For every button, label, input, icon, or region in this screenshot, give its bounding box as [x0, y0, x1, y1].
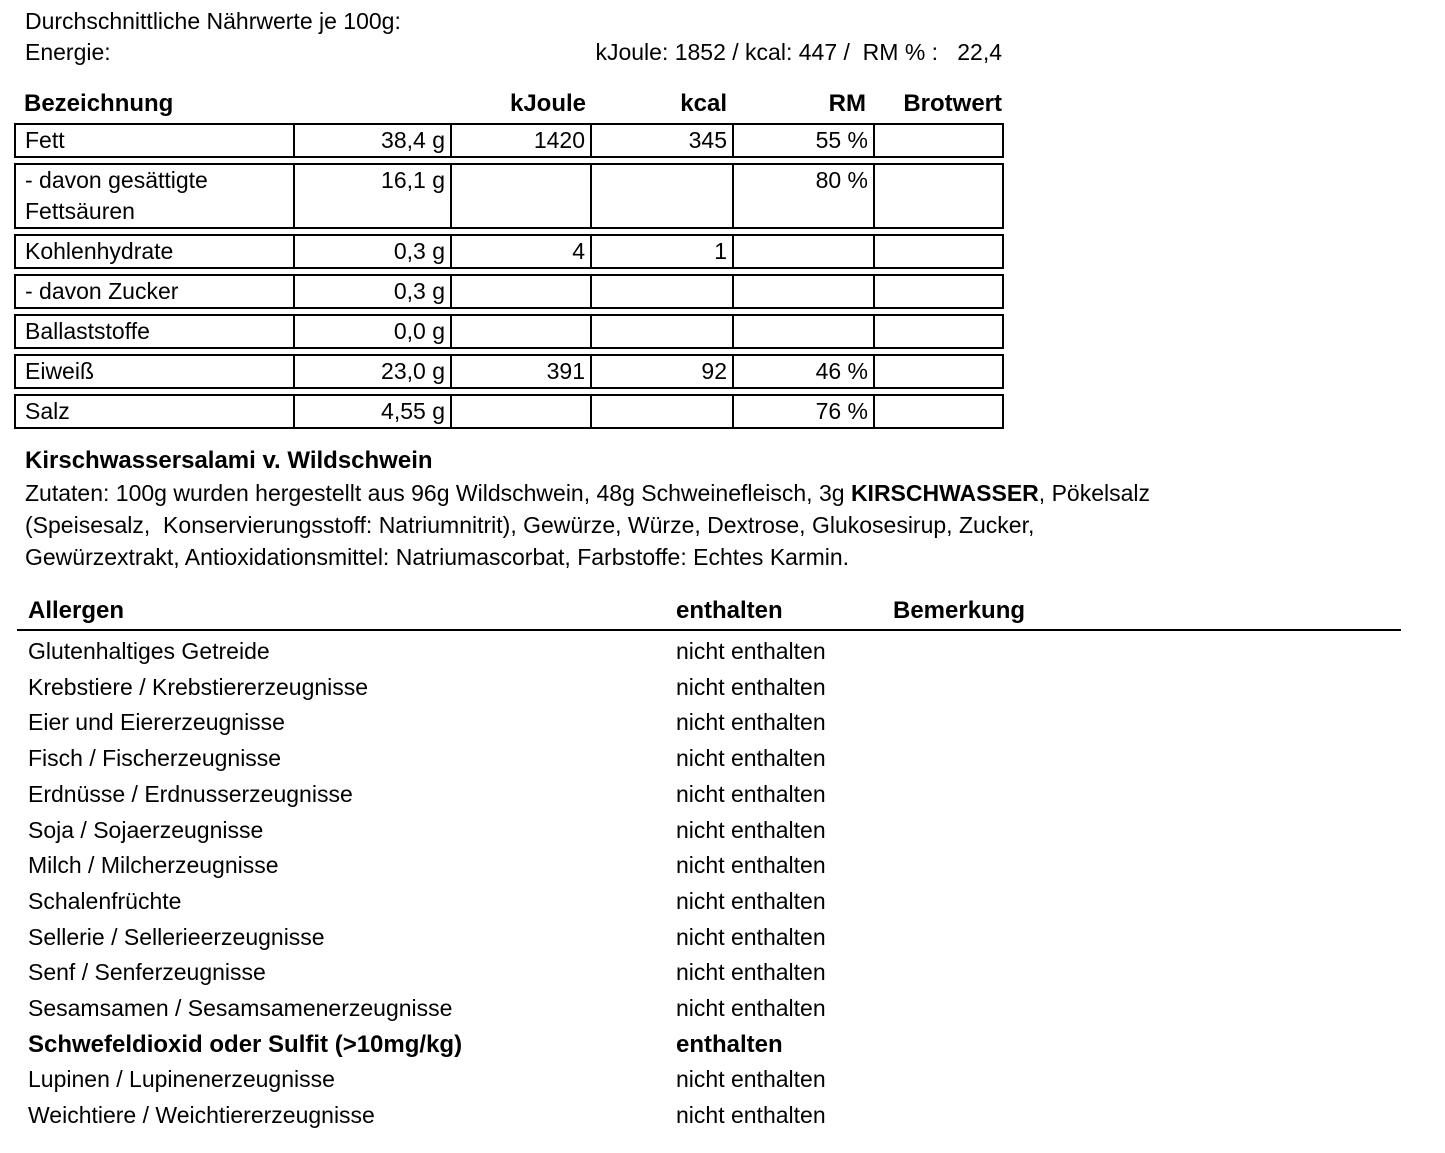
allergen-row-gluten	[28, 634, 1445, 670]
cell-brotwert	[875, 314, 1004, 349]
allergen-status: enthalten	[676, 1030, 783, 1058]
row-fett	[14, 123, 1004, 158]
header-kjoule: kJoule	[509, 90, 586, 117]
allergen-status: nicht enthalten	[676, 852, 826, 879]
ingredients-text: , Pökelsalz	[1038, 480, 1151, 506]
energy-values: kJoule: 1852 / kcal: 447 / RM % : 22,4	[595, 39, 1002, 65]
allergen-remark	[893, 705, 1445, 741]
allergen-name: Fisch / Fischerzeugnisse	[28, 745, 282, 772]
allergen-status: nicht enthalten	[676, 1066, 826, 1093]
allergen-status: nicht enthalten	[676, 745, 826, 772]
allergen-table-header	[28, 597, 1445, 625]
allergen-name: Sellerie / Sellerieerzeugnisse	[28, 923, 325, 950]
cell-kjoule: 4	[452, 234, 592, 269]
allergen-row-sellerie	[28, 920, 1445, 956]
allergen-remark	[893, 1062, 1445, 1098]
header-bezeichnung: Bezeichnung	[24, 90, 174, 117]
cell-brotwert	[875, 394, 1004, 429]
allergen-status: nicht enthalten	[676, 780, 826, 807]
cell-kcal	[592, 274, 734, 309]
allergen-row-milch	[28, 848, 1445, 884]
cell-label: Fett	[14, 123, 295, 158]
allergen-name: Schwefeldioxid oder Sulfit (>10mg/kg)	[28, 1030, 463, 1058]
header-amount-spacer	[295, 90, 452, 118]
allergen-header-remark: Bemerkung	[893, 597, 1026, 624]
allergen-remark	[893, 634, 1445, 670]
header-rm: RM	[828, 90, 866, 117]
allergen-row-sesamsamen	[28, 991, 1445, 1027]
allergen-header-status: enthalten	[676, 597, 783, 624]
allergen-remark	[893, 1027, 1445, 1063]
cell-kjoule: 391	[452, 354, 592, 389]
cell-kcal: 92	[592, 354, 734, 389]
allergen-status: nicht enthalten	[676, 816, 826, 843]
allergen-remark	[893, 991, 1445, 1027]
cell-kjoule	[452, 274, 592, 309]
allergen-status: nicht enthalten	[676, 638, 826, 664]
allergen-row-weichtiere	[28, 1098, 1445, 1134]
cell-rm: 80 %	[734, 163, 875, 229]
allergen-name: Erdnüsse / Erdnusserzeugnisse	[28, 780, 353, 807]
cell-label: Eiweiß	[14, 354, 295, 389]
nutrition-document	[0, 6, 1445, 1153]
row-davon-zucker	[14, 274, 1004, 309]
cell-amount: 4,55 g	[295, 394, 452, 429]
ingredients-line-3: Gewürzextrakt, Antioxidationsmittel: Natriumascorbat, Farbstoffe: Echtes Karmin.	[25, 544, 850, 570]
cell-brotwert	[875, 123, 1004, 158]
cell-rm: 76 %	[734, 394, 875, 429]
allergen-row-soja	[28, 813, 1445, 849]
row-salz	[14, 394, 1004, 429]
allergen-name: Eier und Eiererzeugnisse	[28, 709, 285, 736]
allergen-remark	[893, 741, 1445, 777]
allergen-remark	[893, 777, 1445, 813]
row-gesaettigte-fettsaeuren	[14, 163, 1004, 229]
allergen-status: nicht enthalten	[676, 995, 826, 1022]
allergen-name: Lupinen / Lupinenerzeugnisse	[28, 1066, 335, 1093]
cell-rm: 55 %	[734, 123, 875, 158]
allergen-name: Sesamsamen / Sesamsamenerzeugnisse	[28, 995, 453, 1022]
row-ballaststoffe	[14, 314, 1004, 349]
allergen-name: Milch / Milcherzeugnisse	[28, 852, 279, 879]
allergen-row-krebstiere	[28, 670, 1445, 706]
energy-label: Energie:	[25, 39, 111, 65]
allergen-row-fisch	[28, 741, 1445, 777]
cell-rm	[734, 314, 875, 349]
cell-kjoule: 1420	[452, 123, 592, 158]
allergen-remark	[893, 1098, 1445, 1134]
allergen-name: Glutenhaltiges Getreide	[28, 638, 270, 664]
allergen-name: Senf / Senferzeugnisse	[28, 959, 266, 986]
allergen-header-name: Allergen	[28, 597, 125, 624]
product-name: Kirschwassersalami v. Wildschwein	[25, 447, 433, 474]
cell-amount: 38,4 g	[295, 123, 452, 158]
allergen-name: Weichtiere / Weichtiererzeugnisse	[28, 1102, 375, 1129]
cell-kjoule	[452, 163, 592, 229]
energy-line	[25, 37, 1002, 68]
cell-amount: 0,0 g	[295, 314, 452, 349]
cell-amount: 16,1 g	[295, 163, 452, 229]
row-eiweiss	[14, 354, 1004, 389]
cell-brotwert	[875, 274, 1004, 309]
cell-kcal	[592, 163, 734, 229]
allergen-remark	[893, 920, 1445, 956]
cell-label: Kohlenhydrate	[14, 234, 295, 269]
allergen-row-schwefeldioxid	[28, 1027, 1445, 1063]
allergen-status: nicht enthalten	[676, 923, 826, 950]
nutrition-table-header	[14, 90, 1445, 118]
allergen-status: nicht enthalten	[676, 709, 826, 736]
allergen-remark	[893, 670, 1445, 706]
ingredients-line-1	[25, 477, 1445, 509]
cell-label: Salz	[14, 394, 295, 429]
allergen-row-schalenfruechte	[28, 884, 1445, 920]
allergen-remark	[893, 884, 1445, 920]
nutrition-table	[14, 118, 1004, 434]
cell-amount: 0,3 g	[295, 234, 452, 269]
cell-label: - davon gesättigte Fettsäuren	[14, 163, 295, 229]
allergen-remark	[893, 813, 1445, 849]
allergen-name: Krebstiere / Krebstiererzeugnisse	[28, 673, 369, 700]
allergen-status: nicht enthalten	[676, 959, 826, 986]
cell-rm	[734, 234, 875, 269]
allergen-name: Schalenfrüchte	[28, 887, 182, 914]
allergen-status: nicht enthalten	[676, 1102, 826, 1129]
allergen-table	[0, 597, 1445, 1134]
cell-brotwert	[875, 163, 1004, 229]
cell-amount: 23,0 g	[295, 354, 452, 389]
allergen-remark	[893, 955, 1445, 991]
allergen-row-eier	[28, 705, 1445, 741]
cell-kcal	[592, 394, 734, 429]
header-kcal: kcal	[680, 90, 727, 117]
cell-label: Ballaststoffe	[14, 314, 295, 349]
row-kohlenhydrate	[14, 234, 1004, 269]
allergen-row-lupinen	[28, 1062, 1445, 1098]
header-brotwert: Brotwert	[903, 90, 1002, 117]
cell-rm: 46 %	[734, 354, 875, 389]
ingredients-line-2: (Speisesalz, Konservierungsstoff: Natriumnitrit), Gewürze, Würze, Dextrose, Glukosesirup, Zucker,	[25, 512, 1035, 538]
ingredients-paragraph	[0, 477, 1445, 573]
ingredients-text: Zutaten: 100g wurden hergestellt aus 96g Wildschwein, 48g Schweinefleisch, 3g	[25, 480, 851, 506]
allergen-row-erdnuesse	[28, 777, 1445, 813]
allergen-status: nicht enthalten	[676, 887, 826, 914]
cell-amount: 0,3 g	[295, 274, 452, 309]
allergen-remark	[893, 848, 1445, 884]
cell-kjoule	[452, 314, 592, 349]
cell-kcal: 345	[592, 123, 734, 158]
cell-rm	[734, 274, 875, 309]
cell-kcal: 1	[592, 234, 734, 269]
ingredients-highlight: KIRSCHWASSER	[850, 480, 1039, 506]
cell-brotwert	[875, 354, 1004, 389]
cell-brotwert	[875, 234, 1004, 269]
allergen-status: nicht enthalten	[676, 673, 826, 700]
allergen-row-senf	[28, 955, 1445, 991]
header-divider	[17, 629, 1401, 631]
document-title: Durchschnittliche Nährwerte je 100g:	[25, 8, 401, 34]
cell-label: - davon Zucker	[14, 274, 295, 309]
allergen-name: Soja / Sojaerzeugnisse	[28, 816, 264, 843]
cell-kjoule	[452, 394, 592, 429]
cell-kcal	[592, 314, 734, 349]
